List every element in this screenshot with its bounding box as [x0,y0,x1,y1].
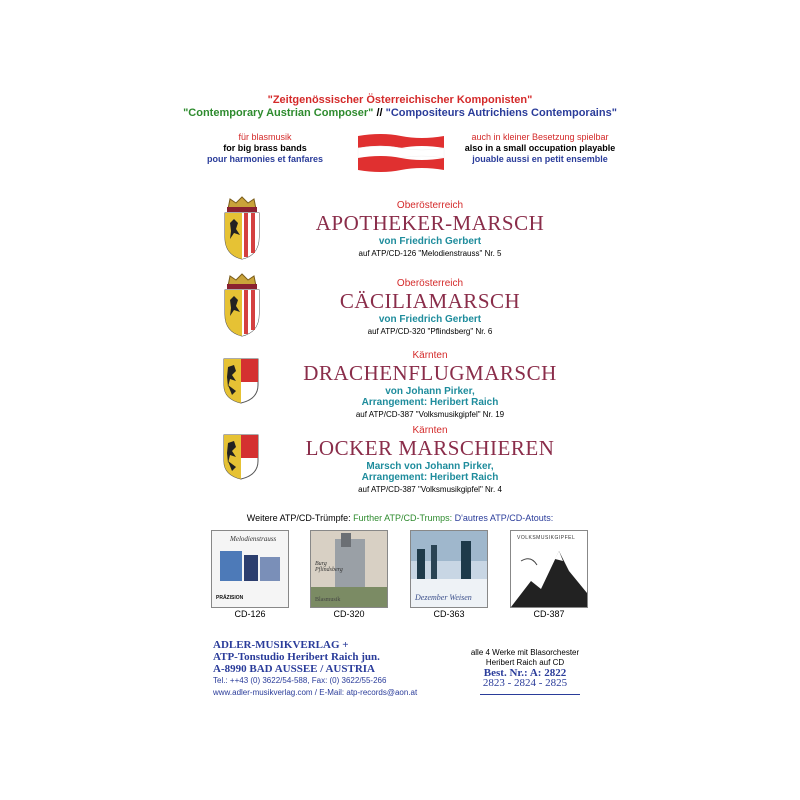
header-separator: // [373,107,386,119]
publisher-block [213,639,417,699]
cd-cover-363 [410,530,488,608]
order-desc-2: Heribert Raich auf CD [485,658,565,667]
small-ensemble-en: also in a small occupation playable [464,143,616,153]
austrian-flag-icon [356,132,446,174]
instrumentation-en: for big brass bands [223,143,307,153]
header-title-fr: "Compositeurs Autrichiens Contemporains" [385,107,617,119]
header-title-multilang [170,107,630,119]
small-ensemble-de: auch in kleiner Besetzung spielbar [471,132,609,142]
cd-label-126: CD-126 [234,609,266,619]
cd-cover-brand: PRÄZISION [216,595,244,601]
work-3-arranger: Arrangement: Heribert Raich [361,397,499,408]
work-4-region: Kärnten [412,425,448,436]
work-4-composer: Marsch von Johann Pirker, [366,461,494,472]
instrumentation-right [460,132,620,165]
cd-cover-320 [310,530,388,608]
instrumentation-left [190,132,340,165]
cd-label-387: CD-387 [533,609,565,619]
cd-cover-126 [211,530,289,608]
work-4-ref: auf ATP/CD-387 "Volksmusikgipfel" Nr. 4 [358,485,502,494]
cd-cover-387 [510,530,588,608]
cd-cover-title: Dezember Weisen [415,593,472,602]
work-2-region: Oberösterreich [396,278,464,289]
publisher-phone: Tel.: ++43 (0) 3622/54-588, Fax: (0) 3622/55-266 [213,676,387,685]
cd-cover-title: Burg Pflindsberg [315,561,343,573]
cd-intro-de: Weitere ATP/CD-Trümpfe: [246,513,351,523]
upper-austria-crest-icon [222,195,262,261]
work-2-title: CÄCILIAMARSCH [339,289,521,313]
order-divider [480,694,580,695]
cd-intro-en: Further ATP/CD-Trumps: [353,513,453,523]
publisher-address: A-8990 BAD AUSSEE / AUSTRIA [213,663,375,675]
work-3-title: DRACHENFLUGMARSCH [303,361,557,385]
work-2 [270,278,590,336]
mountain-icon [511,541,587,607]
carinthia-crest-icon [222,433,260,481]
upper-austria-crest-icon [222,272,262,338]
header-title-en: "Contemporary Austrian Composer" [183,107,374,119]
work-1-composer: von Friedrich Gerbert [378,236,482,247]
work-1-region: Oberösterreich [396,200,464,211]
work-1-title: APOTHEKER-MARSCH [315,211,545,235]
work-3-region: Kärnten [412,350,448,361]
publisher-web: www.adler-musikverlag.com / E-Mail: atp-records@aon.at [213,688,418,697]
work-3-composer: von Johann Pirker, [385,386,475,397]
work-4 [270,425,590,494]
small-ensemble-fr: jouable aussi en petit ensemble [472,154,608,164]
cd-cover-subtitle: Blasmusik [315,597,341,603]
cd-label-363: CD-363 [433,609,465,619]
instrumentation-fr: pour harmonies et fanfares [206,154,324,164]
order-block [465,648,585,688]
cd-label-320: CD-320 [333,609,365,619]
work-1-ref: auf ATP/CD-126 "Melodienstrauss" Nr. 5 [358,249,502,258]
cd-intro [180,513,620,523]
order-number: Best. Nr.: A: 2822 [483,667,567,679]
carinthia-crest-icon [222,357,260,405]
instrumentation-de: für blasmusik [238,132,292,142]
work-3 [270,350,590,419]
work-2-composer: von Friedrich Gerbert [378,314,482,325]
work-3-ref: auf ATP/CD-387 "Volksmusikgipfel" Nr. 19 [355,410,505,419]
work-4-title: LOCKER MARSCHIEREN [305,436,555,460]
work-2-ref: auf ATP/CD-320 "Pflindsberg" Nr. 6 [367,327,493,336]
work-1 [270,200,590,258]
cd-cover-title: Melodienstrauss [230,535,277,543]
order-desc-1: alle 4 Werke mit Blasorchester [470,648,580,657]
header-title-de: "Zeitgenössischer Österreichischer Komponisten" [267,94,533,106]
order-numbers-more: 2823 - 2824 - 2825 [482,677,568,689]
cd-cover-title: VOLKSMUSIKGIPFEL [517,535,576,541]
work-4-arranger: Arrangement: Heribert Raich [361,472,499,483]
publisher-name: ADLER-MUSIKVERLAG + [213,639,349,651]
publisher-studio: ATP-Tonstudio Heribert Raich jun. [213,651,380,663]
cd-intro-fr: D'autres ATP/CD-Atouts: [454,513,554,523]
